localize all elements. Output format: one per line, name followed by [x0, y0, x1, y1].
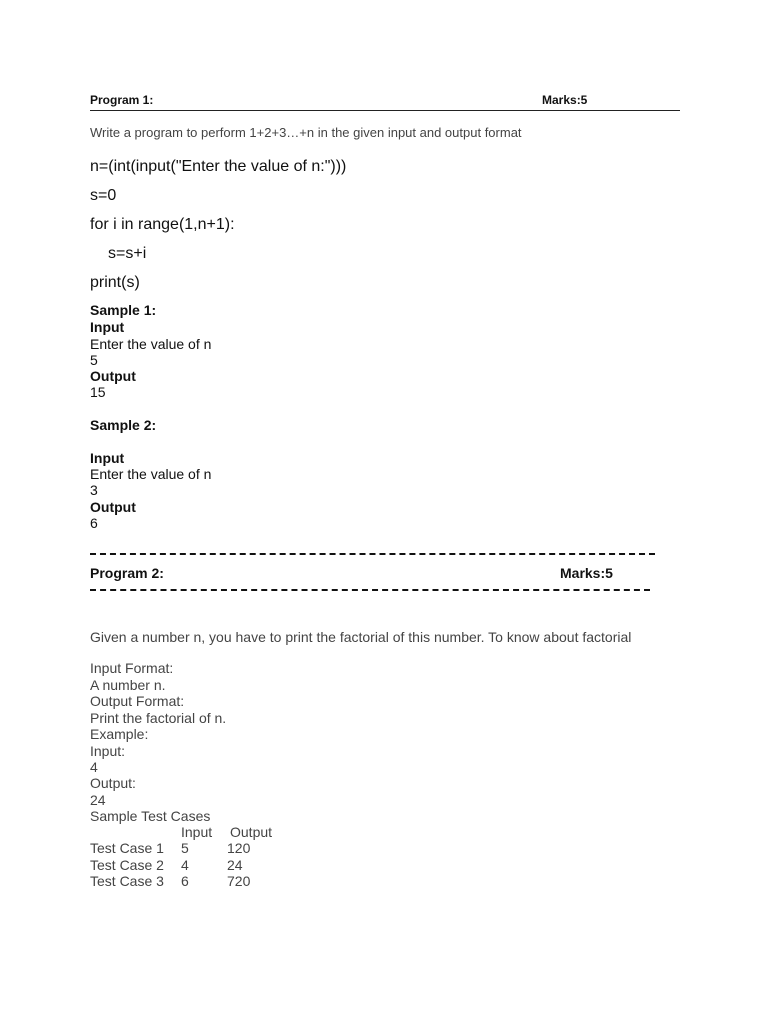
table-cell-output: 24: [227, 857, 243, 873]
program-1-description: Write a program to perform 1+2+3…+n in the given input and output format: [90, 125, 522, 140]
body-line: Input:: [90, 743, 126, 759]
table-cell-input: 5: [181, 840, 189, 856]
dashed-divider: [90, 589, 650, 591]
sample-2-heading: Sample 2:: [90, 417, 157, 433]
body-line: 4: [90, 759, 98, 775]
table-cell-output: 720: [227, 873, 251, 889]
code-line: for i in range(1,n+1):: [90, 216, 235, 233]
body-line: Input Format:: [90, 660, 174, 676]
table-cell-case: Test Case 1: [90, 840, 164, 856]
sample-2-input-value: 3: [90, 482, 98, 498]
sample-2-input-label: Input: [90, 450, 125, 466]
body-line: Print the factorial of n.: [90, 710, 227, 726]
sample-1-input-prompt: Enter the value of n: [90, 336, 212, 352]
table-cell-case: Test Case 3: [90, 873, 164, 889]
sample-1-output-label: Output: [90, 368, 136, 384]
dashed-divider: [90, 553, 655, 555]
header-rule: [90, 110, 680, 111]
table-cell-output: 120: [227, 840, 251, 856]
sample-2-output-value: 6: [90, 515, 98, 531]
table-cell-input: 6: [181, 873, 189, 889]
sample-2-input-prompt: Enter the value of n: [90, 466, 212, 482]
body-line: Output:: [90, 775, 136, 791]
code-line: n=(int(input("Enter the value of n:"))): [90, 158, 347, 175]
sample-1-input-value: 5: [90, 352, 98, 368]
program-1-title: Program 1:: [90, 93, 154, 107]
sample-2-output-label: Output: [90, 499, 136, 515]
program-2-marks: Marks:5: [560, 565, 613, 581]
sample-1-output-value: 15: [90, 384, 106, 400]
body-line: 24: [90, 792, 106, 808]
code-line: s=s+i: [108, 245, 147, 262]
table-header-input: Input: [181, 824, 213, 840]
body-line: A number n.: [90, 677, 166, 693]
code-line: print(s): [90, 274, 140, 291]
program-2-description: Given a number n, you have to print the factorial of this number. To know about factorial: [90, 629, 632, 645]
table-cell-case: Test Case 2: [90, 857, 164, 873]
table-cell-input: 4: [181, 857, 189, 873]
body-line: Example:: [90, 726, 149, 742]
body-line: Sample Test Cases: [90, 808, 211, 824]
table-header-output: Output: [230, 824, 273, 840]
code-line: s=0: [90, 187, 117, 204]
body-line: Output Format:: [90, 693, 185, 709]
program-2-title: Program 2:: [90, 565, 164, 581]
sample-1-input-label: Input: [90, 319, 125, 335]
program-1-marks: Marks:5: [542, 93, 588, 107]
sample-1-heading: Sample 1:: [90, 302, 157, 318]
